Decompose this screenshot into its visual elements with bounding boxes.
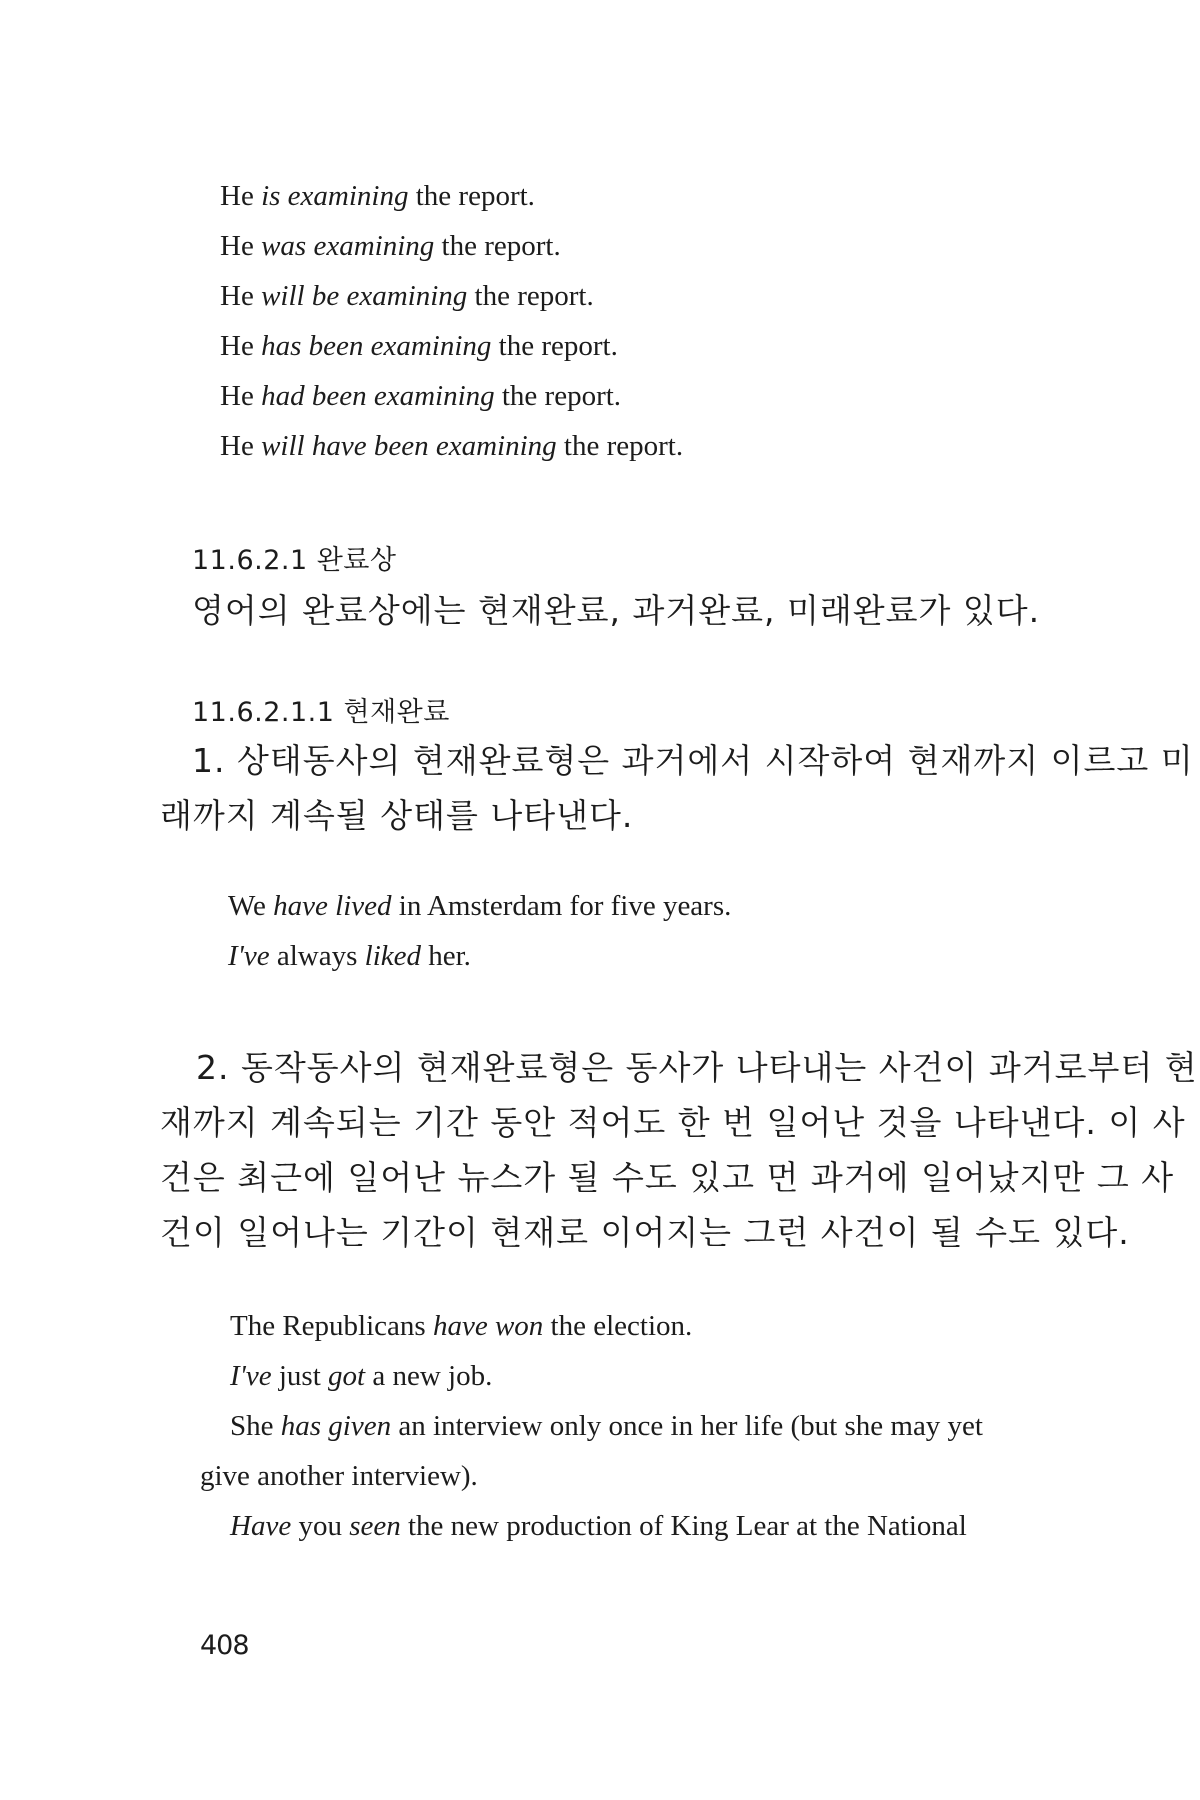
- subsection-heading: 11.6.2.1.1 현재완료: [192, 697, 450, 728]
- paragraph-line: 건이 일어나는 기간이 현재로 이어지는 그런 사건이 될 수도 있다.: [160, 1213, 1130, 1252]
- example-line: I've always liked her.: [228, 940, 471, 972]
- example-line: He has been examining the report.: [220, 330, 618, 362]
- section-text: 영어의 완료상에는 현재완료, 과거완료, 미래완료가 있다.: [192, 591, 1041, 630]
- paragraph-line: 건은 최근에 일어난 뉴스가 될 수도 있고 먼 과거에 일어났지만 그 사: [160, 1158, 1175, 1197]
- paragraph-line: 2. 동작동사의 현재완료형은 동사가 나타내는 사건이 과거로부터 현: [196, 1048, 1198, 1087]
- example-line: He had been examining the report.: [220, 380, 622, 412]
- example-line: We have lived in Amsterdam for five years.: [228, 890, 732, 922]
- example-line: He will be examining the report.: [220, 280, 594, 312]
- example-line: I've just got a new job.: [230, 1360, 493, 1392]
- example-line: He was examining the report.: [220, 230, 561, 262]
- example-line: The Republicans have won the election.: [230, 1310, 693, 1342]
- example-line: He is examining the report.: [220, 180, 535, 212]
- example-line: give another interview).: [200, 1460, 478, 1492]
- section-heading: 11.6.2.1 완료상: [192, 545, 397, 576]
- page-number: 408: [200, 1630, 249, 1661]
- paragraph-line: 1. 상태동사의 현재완료형은 과거에서 시작하여 현재까지 이르고 미: [192, 741, 1194, 780]
- paragraph-line: 래까지 계속될 상태를 나타낸다.: [160, 796, 634, 835]
- example-line: She has given an interview only once in her life (but she may yet: [230, 1410, 983, 1442]
- paragraph-line: 재까지 계속되는 기간 동안 적어도 한 번 일어난 것을 나타낸다. 이 사: [160, 1103, 1186, 1142]
- example-line: He will have been examining the report.: [220, 430, 684, 462]
- example-line: Have you seen the new production of King Lear at the National: [230, 1510, 967, 1542]
